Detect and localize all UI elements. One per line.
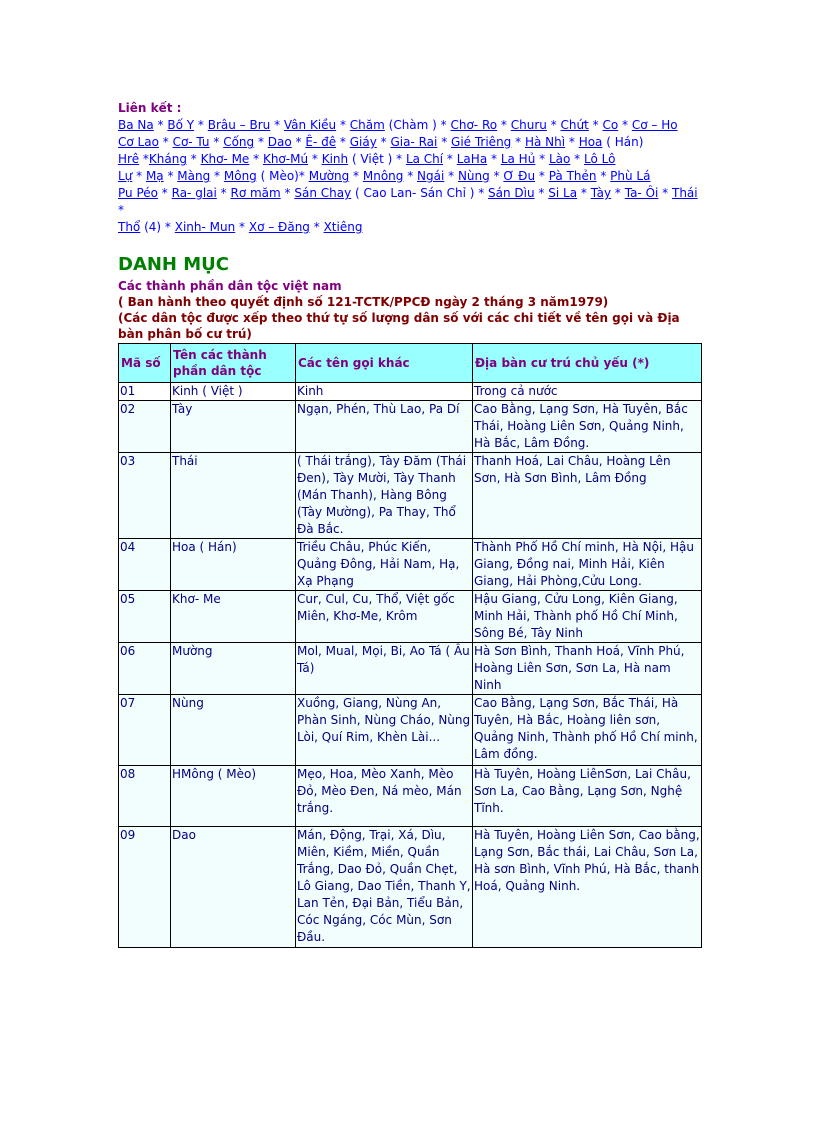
ethnic-group-link[interactable]: Khơ- Me — [200, 152, 250, 166]
ethnic-group-link[interactable]: Kinh — [321, 152, 349, 166]
ethnic-group-link[interactable]: Giáy — [349, 135, 377, 149]
cell-other-names: Ngạn, Phén, Thù Lao, Pa Dí — [296, 401, 473, 453]
ethnic-group-link[interactable]: Ra- glai — [171, 186, 217, 200]
separator-asterisk: * — [487, 152, 501, 166]
catalog-title: DANH MỤC — [118, 254, 230, 275]
ethnic-group-link[interactable]: Gia- Rai — [390, 135, 438, 149]
link-annotation: (4) * — [140, 220, 175, 234]
separator-asterisk: * — [139, 152, 149, 166]
separator-asterisk: * — [611, 186, 625, 200]
cell-residence-area: Cao Bằng, Lạng Sơn, Bắc Thái, Hà Tuyên, Hà Bắc, Hoàng liên sơn, Quảng Ninh, Thành phố Hồ Chí minh, Lâm đồng. — [473, 695, 702, 766]
ethnic-group-link[interactable]: Mạ — [145, 169, 164, 183]
cell-code: 07 — [119, 695, 171, 766]
table-row — [119, 539, 702, 591]
ethnic-group-link[interactable]: Sán Dìu — [488, 186, 535, 200]
cell-ethnic-name: Kinh ( Việt ) — [171, 383, 296, 401]
separator-asterisk: * — [163, 169, 178, 183]
catalog-decree: ( Ban hành theo quyết định số 121-TCTK/PPCĐ ngày 2 tháng 3 năm1979) — [118, 295, 609, 309]
cell-residence-area: Thanh Hoá, Lai Châu, Hoàng Lên Sơn, Hà Sơn Bình, Lâm Đồng — [473, 453, 702, 539]
separator-asterisk: * — [658, 186, 672, 200]
ethnic-group-link[interactable]: Si La — [548, 186, 578, 200]
separator-asterisk: * — [153, 118, 168, 132]
ethnic-group-link[interactable]: Chơ- Ro — [450, 118, 498, 132]
ethnic-group-link[interactable]: Cống — [223, 135, 255, 149]
ethnic-group-link[interactable]: Ta- Ôi — [624, 186, 659, 200]
separator-asterisk: * — [577, 186, 591, 200]
ethnic-group-link[interactable]: Phù Lá — [610, 169, 651, 183]
ethnic-group-link[interactable]: Khơ-Mú — [262, 152, 309, 166]
separator-asterisk: * — [535, 169, 549, 183]
cell-ethnic-name: Mường — [171, 643, 296, 695]
separator-asterisk: * — [132, 169, 146, 183]
cell-code: 01 — [119, 383, 171, 401]
separator-asterisk: * — [546, 118, 561, 132]
ethnic-group-link[interactable]: Hoa — [578, 135, 603, 149]
ethnic-group-link[interactable]: Lào — [548, 152, 571, 166]
separator-asterisk: * — [403, 169, 418, 183]
ethnic-group-link[interactable]: Lự — [118, 169, 133, 183]
separator-asterisk: * — [596, 169, 611, 183]
separator-asterisk: * — [216, 186, 231, 200]
table-row — [119, 591, 702, 643]
ethnic-group-link[interactable]: Màng — [177, 169, 211, 183]
ethnic-group-link[interactable]: Xinh- Mun — [174, 220, 236, 234]
cell-residence-area: Hậu Giang, Cửu Long, Kiên Giang, Minh Hải, Thành phố Hồ Chí Minh, Sông Bé, Tây Ninh — [473, 591, 702, 643]
cell-ethnic-name: Dao — [171, 827, 296, 948]
links-heading: Liên kết : — [118, 101, 182, 115]
ethnic-group-link[interactable]: Hà Nhì — [524, 135, 566, 149]
cell-other-names: Mol, Mual, Mọi, Bi, Ao Tá ( Âu Tá) — [296, 643, 473, 695]
cell-other-names: Mẹo, Hoa, Mèo Xanh, Mèo Đỏ, Mèo Đen, Ná mèo, Mán trắng. — [296, 766, 473, 827]
ethnic-group-link[interactable]: Thái — [672, 186, 698, 200]
cell-residence-area: Cao Bằng, Lạng Sơn, Hà Tuyên, Bắc Thái, Hoàng Liên Sơn, Quảng Ninh, Hà Bắc, Lâm Đồng. — [473, 401, 702, 453]
separator-asterisk: * — [489, 169, 504, 183]
separator-asterisk: * — [210, 169, 224, 183]
separator-asterisk: * — [118, 203, 124, 217]
cell-ethnic-name: Hoa ( Hán) — [171, 539, 296, 591]
separator-asterisk: * — [194, 118, 208, 132]
separator-asterisk: * — [158, 135, 173, 149]
ethnic-group-link[interactable]: Kháng — [148, 152, 187, 166]
catalog-subtitle: Các thành phần dân tộc việt nam — [118, 279, 342, 293]
separator-asterisk: * — [376, 135, 391, 149]
ethnic-group-link[interactable]: Ê- đê — [305, 135, 337, 149]
table-header-row — [119, 344, 702, 383]
ethnic-group-link[interactable]: Nùng — [457, 169, 490, 183]
separator-asterisk: * — [497, 118, 511, 132]
cell-code: 08 — [119, 766, 171, 827]
link-annotation: ( Mèo)* — [256, 169, 309, 183]
links-line — [118, 151, 702, 168]
ethnic-group-link[interactable]: Sán Chay — [294, 186, 352, 200]
separator-asterisk: * — [280, 186, 295, 200]
link-annotation: ( Cao Lan- Sán Chỉ ) * — [351, 186, 489, 200]
cell-residence-area: Hà Tuyên, Hoàng Liên Sơn, Cao bằng, Lạng Sơn, Bắc thái, Lai Châu, Sơn La, Hà sơn Bình, Vĩnh Phú, Hà Bắc, thanh Hoá, Quảng Ninh. — [473, 827, 702, 948]
cell-code: 02 — [119, 401, 171, 453]
ethnic-group-link[interactable]: Ơ Đu — [503, 169, 536, 183]
separator-asterisk: * — [308, 152, 322, 166]
separator-asterisk: * — [157, 186, 172, 200]
cell-ethnic-name: Khơ- Me — [171, 591, 296, 643]
ethnic-group-link[interactable]: Chăm — [349, 118, 385, 132]
ethnic-group-link[interactable]: Rơ măm — [230, 186, 281, 200]
separator-asterisk: * — [444, 169, 458, 183]
separator-asterisk: * — [535, 152, 549, 166]
links-line — [118, 134, 702, 151]
ethnic-group-link[interactable]: Xơ – Đăng — [248, 220, 310, 234]
links-line — [118, 117, 702, 134]
link-annotation: (Chàm ) * — [384, 118, 451, 132]
ethnic-group-link[interactable]: LaHa — [456, 152, 488, 166]
separator-asterisk: * — [186, 152, 201, 166]
ethnic-group-link[interactable]: Cơ – Ho — [631, 118, 678, 132]
ethnic-group-link[interactable]: Mông — [223, 169, 257, 183]
link-annotation: ( Việt ) * — [348, 152, 406, 166]
ethnic-group-link[interactable]: Co — [602, 118, 619, 132]
cell-other-names: ( Thái trắng), Tày Đăm (Thái Đen), Tày Mười, Tày Thanh (Mán Thanh), Hàng Bông (Tày Mường), Pa Thay, Thổ Đà Bắc. — [296, 453, 473, 539]
separator-asterisk: * — [443, 152, 457, 166]
ethnic-groups-table — [118, 343, 702, 948]
ethnic-group-link[interactable]: Tày — [590, 186, 612, 200]
table-row — [119, 453, 702, 539]
ethnic-links-block — [118, 117, 702, 236]
cell-residence-area: Hà Sơn Bình, Thanh Hoá, Vĩnh Phú, Hoàng Liên Sơn, Sơn La, Hà nam Ninh — [473, 643, 702, 695]
links-line — [118, 168, 702, 185]
separator-asterisk: * — [534, 186, 549, 200]
separator-asterisk: * — [570, 152, 584, 166]
ethnic-group-link[interactable]: Hrê — [118, 152, 140, 166]
separator-asterisk: * — [618, 118, 632, 132]
links-line — [118, 185, 702, 219]
ethnic-group-link[interactable]: Cơ- Tu — [172, 135, 210, 149]
separator-asterisk: * — [336, 135, 350, 149]
cell-code: 05 — [119, 591, 171, 643]
separator-asterisk: * — [235, 220, 249, 234]
table-row — [119, 827, 702, 948]
table-row — [119, 766, 702, 827]
cell-code: 04 — [119, 539, 171, 591]
links-line — [118, 219, 702, 236]
ethnic-group-link[interactable]: Chứt — [560, 118, 589, 132]
ethnic-group-link[interactable]: Xtiêng — [323, 220, 363, 234]
ethnic-group-link[interactable]: Churu — [510, 118, 547, 132]
separator-asterisk: * — [511, 135, 525, 149]
separator-asterisk: * — [565, 135, 579, 149]
cell-other-names: Mán, Động, Trại, Xá, Dìu, Miên, Kiềm, Miền, Quần Trắng, Dao Đỏ, Quần Chẹt, Lô Giang, Dao Tiền, Thanh Y, Lan Tẻn, Đại Bản, Tiểu Bản, Cóc Ngáng, Cóc Mùn, Sơn Đầu. — [296, 827, 473, 948]
ethnic-group-link[interactable]: La Chí — [405, 152, 444, 166]
link-annotation: ( Hán) — [602, 135, 644, 149]
separator-asterisk: * — [349, 169, 363, 183]
cell-ethnic-name: Nùng — [171, 695, 296, 766]
table-body — [119, 383, 702, 948]
ethnic-group-link[interactable]: Bố Y — [167, 118, 195, 132]
header-residence-area: Địa bàn cư trú chủ yếu (*) — [473, 344, 702, 383]
ethnic-group-link[interactable]: Mường — [308, 169, 350, 183]
ethnic-group-link[interactable]: Vân Kiều — [283, 118, 337, 132]
ethnic-group-link[interactable]: Cơ Lao — [118, 135, 159, 149]
catalog-note: (Các dân tộc được xếp theo thứ tự số lượng dân số với các chi tiết về tên gọi và Địa bàn phân bố cư trú) — [118, 311, 680, 341]
cell-other-names: Cur, Cul, Cu, Thổ, Việt gốc Miên, Khơ-Me, Krôm — [296, 591, 473, 643]
separator-asterisk: * — [437, 135, 452, 149]
separator-asterisk: * — [249, 152, 263, 166]
document-page — [118, 100, 702, 948]
ethnic-group-link[interactable]: Gié Triêng — [451, 135, 512, 149]
ethnic-group-link[interactable]: Brâu – Bru — [207, 118, 271, 132]
cell-code: 03 — [119, 453, 171, 539]
separator-asterisk: * — [336, 118, 350, 132]
ethnic-group-link[interactable]: Mnông — [362, 169, 404, 183]
separator-asterisk: * — [309, 220, 324, 234]
separator-asterisk: * — [270, 118, 284, 132]
separator-asterisk: * — [291, 135, 306, 149]
ethnic-group-link[interactable]: Pà Thẻn — [548, 169, 597, 183]
cell-ethnic-name: Tày — [171, 401, 296, 453]
ethnic-group-link[interactable]: Ba Na — [118, 118, 154, 132]
ethnic-group-link[interactable]: Ngái — [417, 169, 445, 183]
header-code: Mã số — [119, 344, 171, 383]
cell-other-names: Xuồng, Giang, Nùng An, Phàn Sinh, Nùng Cháo, Nùng Lòi, Quí Rim, Khèn Lài... — [296, 695, 473, 766]
ethnic-group-link[interactable]: Lô Lô — [583, 152, 616, 166]
table-row — [119, 695, 702, 766]
table-row — [119, 401, 702, 453]
separator-asterisk: * — [254, 135, 268, 149]
cell-ethnic-name: Thái — [171, 453, 296, 539]
cell-residence-area: Hà Tuyên, Hoàng LiênSơn, Lai Châu, Sơn La, Cao Bằng, Lạng Sơn, Nghệ Tĩnh. — [473, 766, 702, 827]
cell-other-names: Kinh — [296, 383, 473, 401]
separator-asterisk: * — [209, 135, 224, 149]
cell-residence-area: Trong cả nước — [473, 383, 702, 401]
table-row — [119, 643, 702, 695]
separator-asterisk: * — [588, 118, 603, 132]
cell-ethnic-name: HMông ( Mèo) — [171, 766, 296, 827]
cell-code: 06 — [119, 643, 171, 695]
ethnic-group-link[interactable]: Pu Péo — [118, 186, 158, 200]
cell-residence-area: Thành Phố Hồ Chí minh, Hà Nội, Hậu Giang, Đồng nai, Minh Hải, Kiên Giang, Hải Phòng,Cửu Long. — [473, 539, 702, 591]
header-other-names: Các tên gọi khác — [296, 344, 473, 383]
ethnic-group-link[interactable]: Thổ — [118, 220, 141, 234]
header-ethnic-name: Tên các thành phần dân tộc — [171, 344, 296, 383]
ethnic-group-link[interactable]: Dao — [267, 135, 292, 149]
ethnic-group-link[interactable]: La Hủ — [500, 152, 536, 166]
cell-other-names: Triều Châu, Phúc Kiến, Quảng Đông, Hải Nam, Hạ, Xạ Phạng — [296, 539, 473, 591]
cell-code: 09 — [119, 827, 171, 948]
table-row — [119, 383, 702, 401]
